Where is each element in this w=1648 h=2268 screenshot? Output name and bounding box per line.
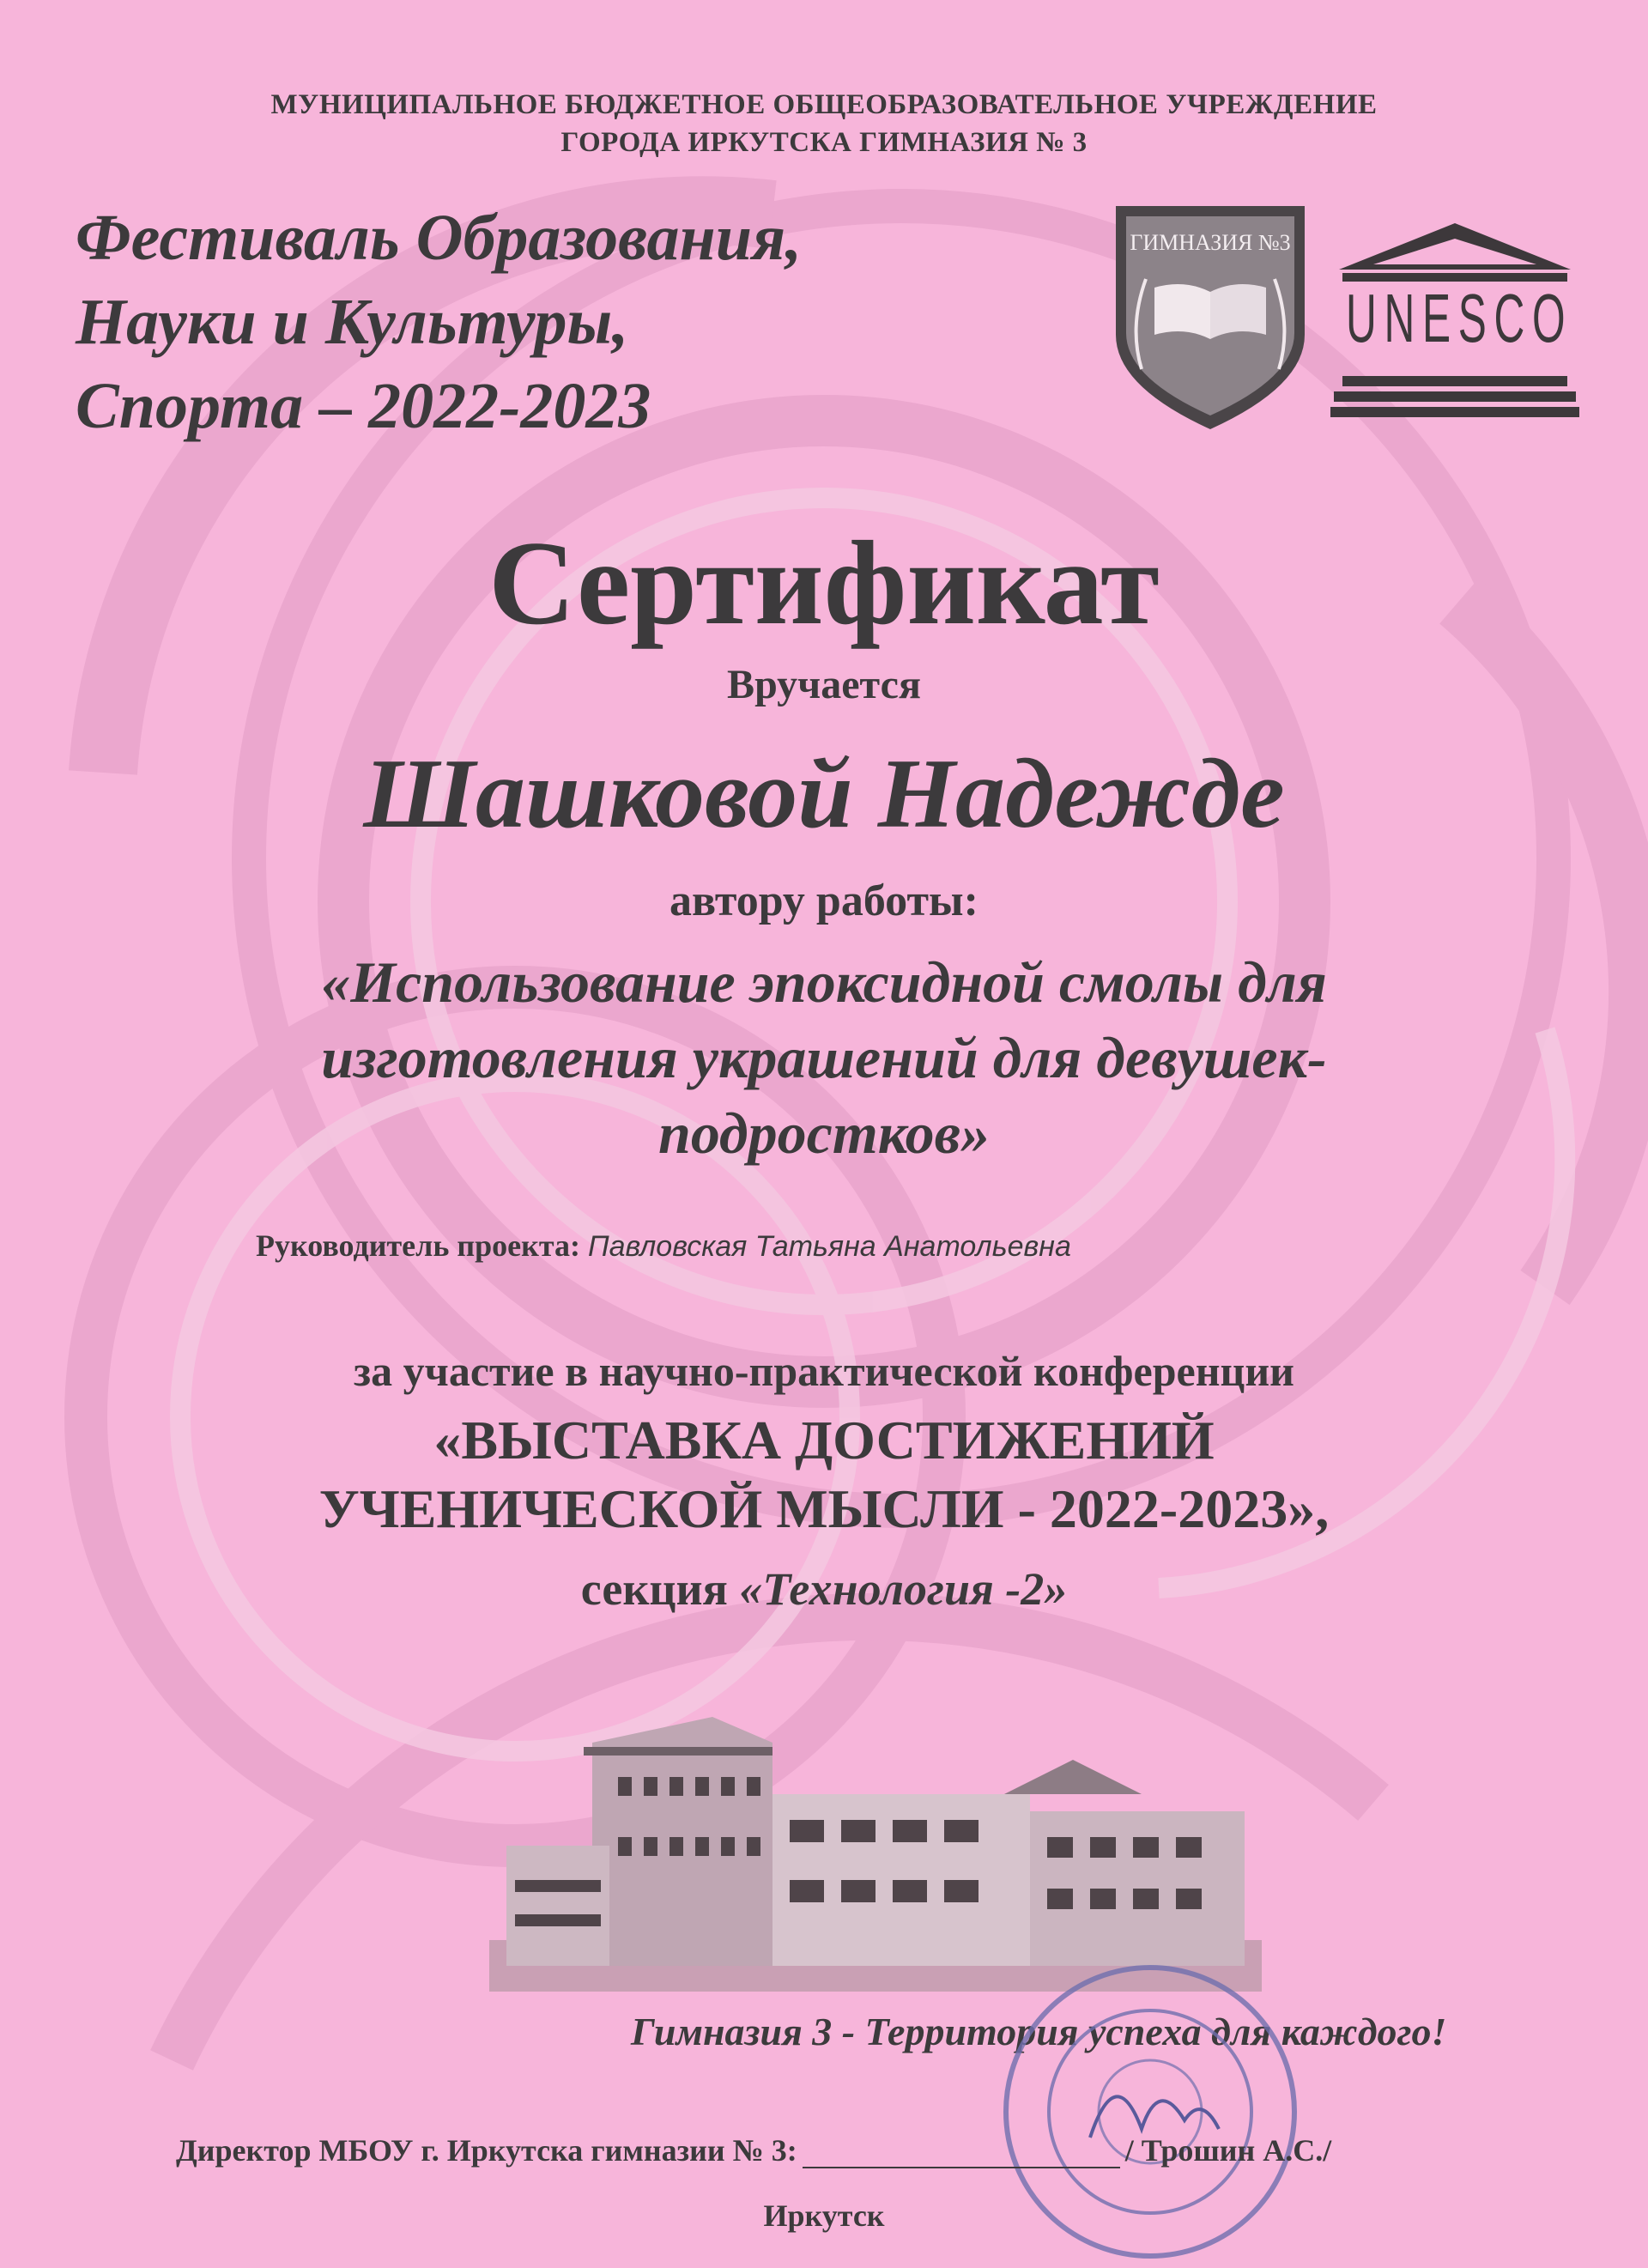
festival-title <box>76 196 802 448</box>
awarded-label: Вручается <box>727 662 921 707</box>
work-title: «Использование эпоксидной смолы для изготовления украшений для девушек-подростков» <box>321 949 1327 1166</box>
festival-line-2: Науки и Культуры, <box>76 286 629 358</box>
project-lead-name: Павловская Татьяна Анатольевна <box>587 1230 1071 1263</box>
director-title: Директор МБОУ г. Иркутска гимназии № 3: <box>176 2133 797 2168</box>
event-name-line-1: «ВЫСТАВКА ДОСТИЖЕНИЙ <box>433 1410 1215 1471</box>
author-label: автору работы: <box>670 876 978 925</box>
director-name: / Трошин А.С./ <box>1124 2133 1332 2168</box>
director-signature <box>176 2132 1331 2168</box>
unesco-label: UNESCO <box>1346 280 1573 356</box>
project-lead <box>256 1228 1071 1264</box>
section-name: «Технология -2» <box>739 1563 1068 1615</box>
event-section <box>0 1562 1648 1616</box>
recipient-name: Шашковой Надежде <box>363 739 1285 849</box>
section-prefix: секция <box>580 1563 740 1615</box>
signature-line <box>803 2138 1120 2168</box>
certificate-title: Сертификат <box>488 517 1160 650</box>
slogan: Гимназия 3 - Территория успеха для каждого! <box>631 2010 1447 2053</box>
school-building-image <box>489 1708 1262 1992</box>
festival-line-1: Фестиваль Образования, <box>76 202 803 274</box>
event-name <box>0 1406 1648 1543</box>
institution-line-2: ГОРОДА ИРКУТСКА ГИМНАЗИЯ № 3 <box>560 127 1088 158</box>
gymnasium-label: ГИМНАЗИЯ №3 <box>1130 230 1291 255</box>
institution-header <box>0 86 1648 161</box>
institution-line-1: МУНИЦИПАЛЬНОЕ БЮДЖЕТНОЕ ОБЩЕОБРАЗОВАТЕЛЬНОЕ УЧРЕЖДЕНИЕ <box>270 89 1378 120</box>
city: Иркутск <box>763 2198 885 2233</box>
event-name-line-2: УЧЕНИЧЕСКОЙ МЫСЛИ - 2022-2023», <box>318 1478 1330 1539</box>
project-lead-label: Руководитель проекта: <box>256 1228 580 1263</box>
participation-text: за участие в научно-практической конференции <box>354 1347 1294 1395</box>
festival-line-3: Спорта – 2022-2023 <box>76 370 651 442</box>
